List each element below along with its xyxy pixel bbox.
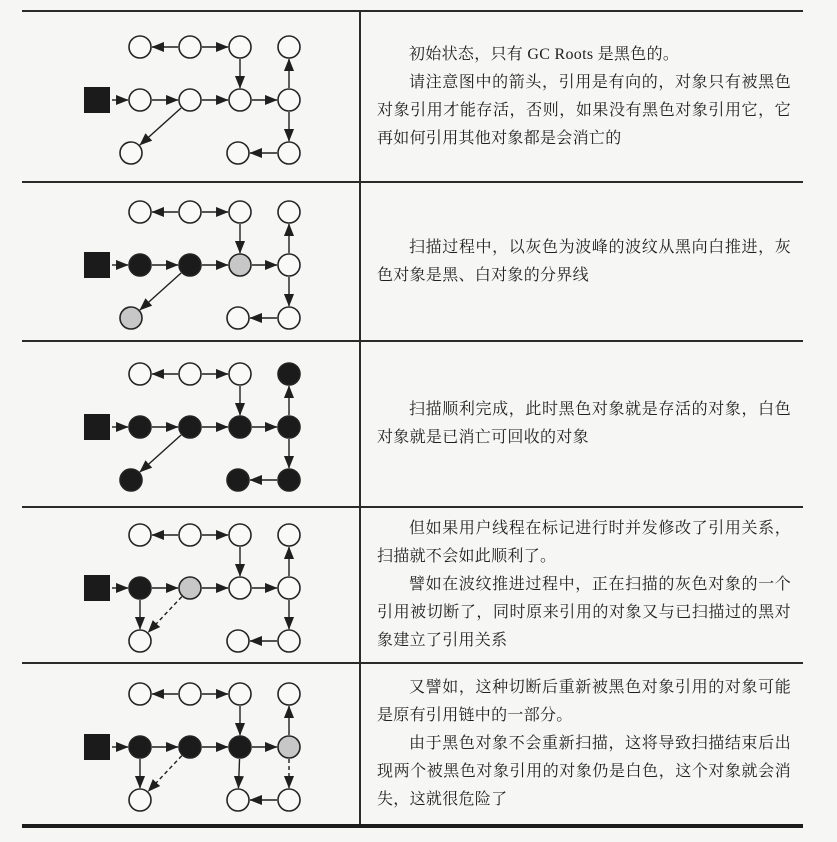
- object-node-white: [278, 142, 300, 164]
- text-cell: [361, 12, 803, 181]
- gc-root-node: [84, 252, 110, 278]
- object-node-white: [229, 89, 251, 111]
- object-graph-diagram: [22, 510, 359, 660]
- object-node-white: [229, 577, 251, 599]
- table-row: [22, 664, 803, 824]
- object-node-white: [129, 789, 151, 811]
- table-row: [22, 12, 803, 183]
- object-node-white: [278, 789, 300, 811]
- gc-root-node: [84, 575, 110, 601]
- object-node-black: [129, 736, 151, 758]
- object-node-white: [179, 683, 201, 705]
- object-node-black: [129, 577, 151, 599]
- diagram-cell: [22, 664, 361, 824]
- object-node-white: [129, 363, 151, 385]
- text-cell: [361, 342, 803, 506]
- reference-arrow: [148, 756, 182, 792]
- object-node-white: [278, 630, 300, 652]
- object-node-black: [229, 736, 251, 758]
- object-node-white: [278, 201, 300, 223]
- description-paragraph: 由于黑色对象不会重新扫描，这将导致扫描结束后出现两个被黑色对象引用的对象仍是白色，这个对象就会消失，这就很危险了: [377, 735, 791, 808]
- table-row: [22, 342, 803, 508]
- object-node-white: [120, 142, 142, 164]
- gc-root-node: [84, 414, 110, 440]
- object-node-white: [278, 89, 300, 111]
- table-row: [22, 183, 803, 342]
- object-graph-diagram: [22, 669, 359, 819]
- description-paragraph: 又譬如，这种切断后重新被黑色对象引用的对象可能是原有引用链中的一部分。: [377, 679, 791, 724]
- object-node-white: [227, 142, 249, 164]
- object-node-white: [278, 577, 300, 599]
- object-node-white: [278, 307, 300, 329]
- reference-arrow: [140, 273, 181, 310]
- object-node-black: [129, 254, 151, 276]
- object-node-white: [278, 683, 300, 705]
- gc-tricolor-marking-table: [22, 10, 803, 828]
- description-paragraph: 但如果用户线程在标记进行时并发修改了引用关系，扫描就不会如此顺利了。: [377, 520, 791, 565]
- description-paragraph: 扫描过程中，以灰色为波峰的波纹从黑向白推进，灰色对象是黑、白对象的分界线: [377, 238, 791, 284]
- object-graph-diagram: [22, 187, 359, 337]
- object-node-black: [278, 469, 300, 491]
- object-node-white: [179, 524, 201, 546]
- object-node-white: [229, 683, 251, 705]
- text-cell: [361, 508, 803, 662]
- gc-root-node: [84, 87, 110, 113]
- object-node-white: [227, 789, 249, 811]
- object-node-white: [229, 524, 251, 546]
- description-paragraph: 请注意图中的箭头，引用是有向的，对象只有被黑色对象引用才能存活，否则，如果没有黑色对象引用它，它再如何引用其他对象都是会消亡的: [377, 73, 791, 147]
- object-node-white: [179, 201, 201, 223]
- object-node-white: [129, 89, 151, 111]
- diagram-cell: [22, 508, 361, 662]
- object-node-white: [129, 683, 151, 705]
- text-cell: [361, 664, 803, 824]
- object-node-black: [179, 416, 201, 438]
- reference-arrow: [238, 759, 239, 788]
- diagram-cell: [22, 12, 361, 181]
- object-node-white: [179, 89, 201, 111]
- object-node-white: [129, 524, 151, 546]
- diagram-cell: [22, 183, 361, 340]
- object-node-black: [278, 416, 300, 438]
- object-node-white: [129, 36, 151, 58]
- description-paragraph: 譬如在波纹推进过程中，正在扫描的灰色对象的一个引用被切断了，同时原来引用的对象又与已扫描过的黑对象建立了引用关系: [377, 576, 791, 649]
- reference-arrow: [148, 597, 182, 633]
- object-node-black: [229, 416, 251, 438]
- object-graph-diagram: [22, 349, 359, 499]
- object-node-black: [227, 469, 249, 491]
- text-cell: [361, 183, 803, 340]
- table-row: [22, 508, 803, 664]
- object-node-white: [129, 201, 151, 223]
- object-node-white: [227, 630, 249, 652]
- description-paragraph: 扫描顺利完成，此时黑色对象就是存活的对象，白色对象就是已消亡可回收的对象: [377, 401, 791, 446]
- object-node-black: [120, 469, 142, 491]
- object-node-white: [227, 307, 249, 329]
- object-node-black: [179, 736, 201, 758]
- object-node-gray: [120, 307, 142, 329]
- object-node-white: [179, 36, 201, 58]
- object-node-gray: [179, 577, 201, 599]
- object-node-white: [229, 36, 251, 58]
- object-node-black: [278, 363, 300, 385]
- object-node-white: [278, 524, 300, 546]
- object-node-white: [278, 254, 300, 276]
- description-paragraph: 初始状态，只有 GC Roots 是黑色的。: [409, 45, 680, 63]
- gc-root-node: [84, 734, 110, 760]
- object-node-black: [129, 416, 151, 438]
- reference-arrow: [140, 435, 181, 472]
- object-node-white: [179, 363, 201, 385]
- object-node-white: [229, 201, 251, 223]
- object-node-white: [229, 363, 251, 385]
- object-graph-diagram: [22, 22, 359, 172]
- object-node-black: [179, 254, 201, 276]
- reference-arrow: [140, 108, 181, 145]
- object-node-white: [129, 630, 151, 652]
- object-node-white: [278, 36, 300, 58]
- diagram-cell: [22, 342, 361, 506]
- object-node-gray: [229, 254, 251, 276]
- object-node-gray: [278, 736, 300, 758]
